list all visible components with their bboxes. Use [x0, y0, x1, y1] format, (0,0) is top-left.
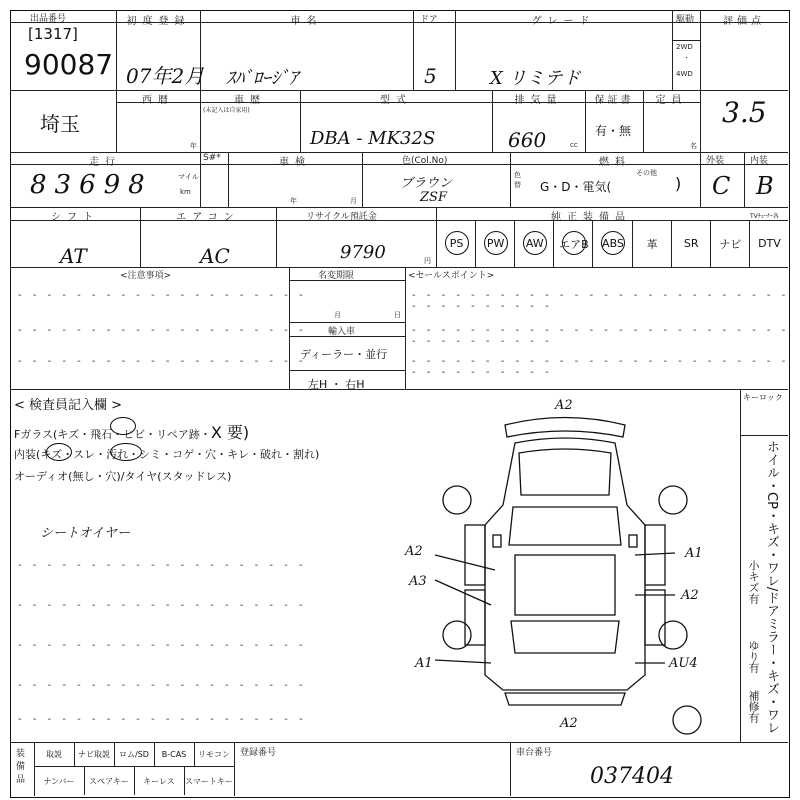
key-lock-label: キーロック [743, 393, 783, 402]
right-mirror [629, 535, 637, 547]
rear-bumper [505, 693, 625, 705]
equipment-row [436, 220, 788, 267]
front-left-wheel [443, 486, 471, 514]
equipment-check-circle [523, 231, 547, 255]
divider [289, 370, 405, 371]
footer-equipment-item: リモコン [194, 743, 235, 766]
mileage-unit-km: km [180, 188, 191, 196]
divider [289, 322, 405, 323]
footer-equipment-item: ロム/SD [114, 743, 155, 766]
drive-dot: ・ [683, 54, 690, 62]
car-name-label: 車名 [290, 16, 323, 27]
front-bumper [505, 418, 625, 438]
repair-text: 補修有 [747, 690, 760, 723]
car-damage-diagram [395, 395, 740, 740]
damage-mark: A1 [415, 656, 433, 671]
history-label: 車歴 [234, 95, 266, 106]
grade-label: グレード [531, 16, 596, 27]
divider [510, 742, 511, 796]
door-value: 5 [424, 64, 437, 88]
dash-line: - - - - - - - - - - - - - - - - - - - - [18, 714, 307, 725]
displacement-label: 排気量 [514, 95, 563, 106]
fuel-options: G・D・電気( [540, 180, 612, 194]
right-rear-door [645, 590, 665, 645]
divider [510, 152, 511, 207]
equipment-label: SR [683, 237, 699, 250]
mark-circle [46, 443, 72, 461]
shift-label: シフト [51, 212, 99, 223]
rear-right-wheel [659, 621, 687, 649]
equipment-item [514, 220, 554, 267]
inspection-label: 車検 [279, 157, 311, 168]
recycle-label: リサイクル預託金 [306, 212, 377, 222]
color-value: ブラウン [400, 176, 453, 191]
equipment-label: ナビ [719, 237, 742, 251]
drive-label: 駆動 [676, 15, 695, 25]
chassis-number-label: 車台番号 [516, 748, 553, 758]
equipment-item [749, 220, 789, 267]
divider [700, 10, 701, 152]
warranty-value: 有・無 [595, 124, 632, 138]
registration-number-label: 登録番号 [240, 748, 277, 758]
color-code: ZSF [420, 190, 447, 205]
fuel-label: 燃料 [599, 157, 631, 168]
footer-equipment-item: B-CAS [154, 743, 195, 766]
chassis-number-value: 037404 [590, 764, 674, 789]
footer-equipment-item: ナビ取説 [74, 743, 115, 766]
divider [700, 152, 701, 207]
equipment-label: PS [449, 237, 464, 250]
body-outline [485, 438, 645, 690]
steering-label: 左H ・ 右H [308, 378, 365, 391]
grade-value: X リミテド [490, 68, 581, 89]
serial-label: S#* [203, 153, 221, 163]
tuner-label: TVﾁｭｰﾅｰ各 [750, 213, 779, 220]
model-label: 型式 [380, 95, 412, 106]
wheel-mirror-text: ホイル・CP・キズ・ワレ/ドアミラー・キズ・ワレ [764, 440, 779, 735]
capacity-label: 定員 [655, 95, 688, 106]
shift-value: AT [60, 244, 87, 268]
damage-mark: A2 [560, 716, 578, 731]
mileage-unit-mile: マイル [178, 173, 199, 181]
ac-value: AC [200, 244, 230, 268]
equipment-check-circle [445, 231, 469, 255]
footer-equipment-item: スマートキー [184, 767, 235, 795]
left-front-door [465, 525, 485, 585]
dealer-label: ディーラー・並行 [300, 348, 388, 361]
mark-circle [110, 443, 142, 461]
score-value: 3.5 [722, 96, 767, 129]
damage-mark: A3 [409, 574, 427, 589]
door-label: ドア [420, 15, 438, 25]
lot-bracket: [1317] [28, 25, 78, 43]
windshield-text: Fガラス(キズ・飛石・ヒビ・リペア跡・ [14, 428, 211, 441]
equipment-item [436, 220, 476, 267]
damage-mark: A2 [405, 544, 423, 559]
divider [672, 10, 673, 90]
exterior-value: C [712, 172, 731, 200]
equipment-check-circle [484, 231, 508, 255]
history-sub: (未記入は自家用) [203, 107, 250, 114]
hood [519, 449, 611, 495]
equipment-footer-label: 装備品 [16, 749, 26, 785]
name-change-month: 月 [334, 311, 341, 319]
dash-line: - - - - - - - - - - - - - - - - - - - - - - - - - - - - - - - - - - - - [412, 325, 790, 347]
rear-left-wheel [443, 621, 471, 649]
divider [200, 152, 201, 207]
region-value: 埼玉 [40, 112, 80, 136]
divider [744, 152, 745, 207]
divider [740, 435, 788, 436]
footer-equipment-item: キーレス [134, 767, 185, 795]
footer-equipment-row-2 [34, 767, 234, 795]
equipment-item [632, 220, 672, 267]
footer-equipment-item: スペアキー [84, 767, 135, 795]
footer-equipment-item: ナンバー [34, 767, 85, 795]
equipment-label: 純正装備品 [551, 212, 631, 223]
dash-line: - - - - - - - - - - - - - - - - - - - - [18, 600, 307, 611]
import-label: 輸入車 [328, 327, 356, 337]
dent-text: ゆり有 [747, 640, 760, 673]
divider [276, 207, 277, 267]
capacity-unit: 名 [690, 142, 697, 150]
recycle-value: 9790 [340, 242, 386, 263]
front-right-wheel [659, 486, 687, 514]
color-label: 色(Col.No) [402, 156, 448, 166]
inspection-month: 月 [350, 197, 357, 205]
windshield [509, 507, 621, 545]
displacement-value: 660 [508, 128, 547, 152]
warranty-label: 保証書 [594, 95, 634, 106]
first-reg-label: 初度登録 [126, 16, 191, 27]
divider [362, 152, 363, 207]
equipment-label: エアB [559, 237, 589, 251]
lot-number-label: 出品番号 [30, 14, 67, 24]
inspector-line-2: 内装(キズ・スレ・汚れ・シミ・コゲ・穴・キレ・破れ・割れ) [14, 448, 320, 461]
interior-value: B [756, 172, 774, 200]
drive-4wd: 4WD [676, 70, 693, 78]
equipment-label: PW [486, 237, 505, 250]
mileage-value: 83698 [30, 170, 153, 200]
model-value: DBA - MK32S [310, 128, 436, 149]
dash-line: - - - - - - - - - - - - - - - - - - - - [18, 325, 307, 336]
windshield-mark: X 要) [210, 423, 250, 442]
sales-point-label: <セールスポイント> [408, 271, 495, 281]
equipment-item [553, 220, 593, 267]
interior-label: 内装 [750, 156, 769, 166]
handwritten-note: シートオイヤー [40, 526, 130, 541]
equipment-item [592, 220, 632, 267]
spare-tire [673, 706, 701, 734]
small-scratch-text: 小キズ有 [747, 560, 760, 604]
dash-line: - - - - - - - - - - - - - - - - - - - - [18, 356, 307, 367]
damage-mark: AU4 [669, 656, 698, 671]
equipment-label: DTV [758, 237, 781, 250]
color-change-label: 色替 [514, 171, 521, 189]
equipment-check-circle [601, 231, 625, 255]
equipment-item [710, 220, 750, 267]
dash-line: - - - - - - - - - - - - - - - - - - - - [18, 560, 307, 571]
caution-label: <注意事項> [120, 271, 172, 281]
left-mirror [493, 535, 501, 547]
inspector-title: < 検査員記入欄 > [14, 398, 123, 413]
dash-line: - - - - - - - - - - - - - - - - - - - - [18, 640, 307, 651]
mark-circle [110, 417, 136, 435]
mark-leader [635, 553, 675, 555]
score-label: 評価点 [723, 16, 765, 27]
mileage-label: 走行 [89, 157, 121, 168]
exterior-label: 外装 [706, 156, 725, 166]
divider [740, 389, 741, 742]
damage-mark: A1 [685, 546, 703, 561]
dash-line: - - - - - - - - - - - - - - - - - - - - [18, 290, 307, 301]
ac-label: エアコン [176, 212, 240, 223]
divider [413, 10, 414, 90]
damage-mark: A2 [681, 588, 699, 603]
western-year-label: 西暦 [142, 95, 174, 106]
fuel-other: その他 [636, 169, 657, 177]
recycle-unit: 円 [424, 257, 431, 265]
fuel-close: ) [675, 174, 682, 193]
name-change-label: 名変期限 [318, 271, 355, 281]
equipment-label: 革 [646, 237, 658, 251]
roof [515, 555, 615, 615]
car-name-value: ｽﾊﾞﾛｰｼﾞｱ [226, 68, 298, 89]
equipment-item [671, 220, 711, 267]
name-change-day: 日 [394, 311, 401, 319]
damage-mark: A2 [555, 398, 573, 413]
dash-line: - - - - - - - - - - - - - - - - - - - - - - - - - - - - - - - - - - - - [412, 290, 790, 312]
footer-equipment-row-1 [34, 743, 234, 766]
dash-line: - - - - - - - - - - - - - - - - - - - - [18, 680, 307, 691]
mark-leader [435, 580, 491, 605]
lot-number: 90087 [24, 48, 114, 81]
mark-leader [435, 660, 491, 663]
divider [405, 267, 406, 389]
dash-line: - - - - - - - - - - - - - - - - - - - - - - - - - - - - - - - - - - - - [412, 356, 790, 378]
footer-equipment-item: 取説 [34, 743, 75, 766]
year-unit: 年 [190, 142, 197, 150]
equipment-label: ABS [602, 237, 624, 250]
equipment-label: AW [525, 237, 544, 250]
first-reg-value: 07年2月 [126, 64, 205, 88]
inspector-line-3: オーディオ(無し・穴)/タイヤ(スタッドレス) [14, 470, 232, 483]
rear-glass [511, 621, 619, 653]
divider [672, 40, 700, 41]
equipment-item [475, 220, 515, 267]
divider [10, 389, 788, 390]
drive-2wd: 2WD [676, 43, 693, 51]
inspection-year: 年 [290, 197, 297, 205]
displacement-unit: cc [570, 141, 578, 149]
